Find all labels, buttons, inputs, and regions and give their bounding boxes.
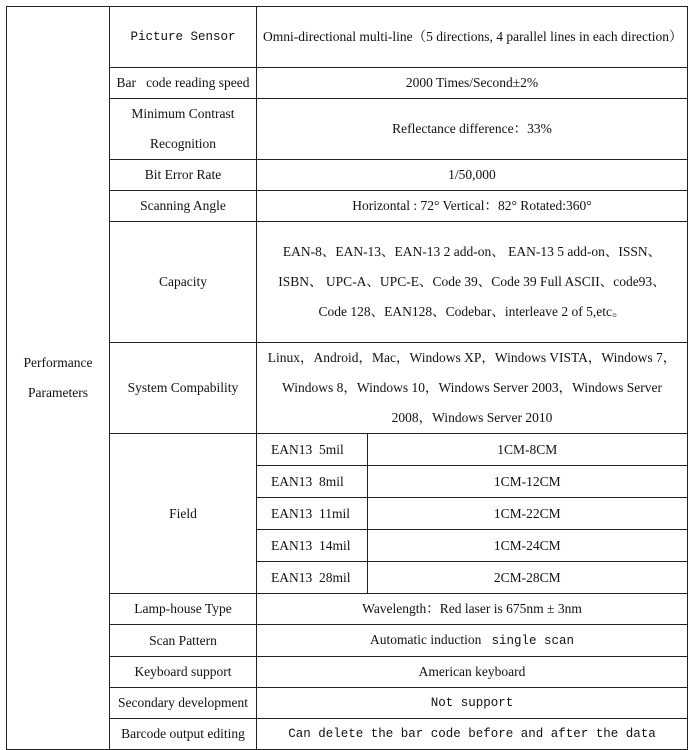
row-label: Capacity — [110, 222, 257, 343]
field-row — [257, 498, 687, 530]
field-row — [257, 530, 687, 562]
row-value: Linux，Android，Mac，Windows XP，Windows VISTA，Windows 7，Windows 8，Windows 10，Windows Server 2003，Windows Server 2008，Windows Server 2010 — [257, 343, 688, 434]
field-key: EAN13 11mil — [257, 498, 367, 530]
row-value: Reflectance difference：33% — [257, 99, 688, 160]
row-value: Can delete the bar code before and after the data — [257, 719, 688, 750]
field-row — [257, 434, 687, 466]
row-value: 2000 Times/Second±2% — [257, 68, 688, 99]
row-value: 1/50,000 — [257, 160, 688, 191]
field-key: EAN13 5mil — [257, 434, 367, 466]
row-value: Not support — [257, 688, 688, 719]
row-label: Keyboard support — [110, 657, 257, 688]
group-label — [7, 7, 110, 750]
row-value: American keyboard — [257, 657, 688, 688]
row-label: Field — [110, 434, 257, 594]
row-label: Barcode output editing — [110, 719, 257, 750]
row-value: EAN-8、EAN-13、EAN-13 2 add-on、 EAN-13 5 add-on、ISSN、ISBN、 UPC-A、UPC-E、Code 39、Code 39 Full ASCII、code93、Code 128、EAN128、Codebar、interleave 2 of 5,etc。 — [257, 222, 688, 343]
field-value: 1CM-24CM — [367, 530, 687, 562]
field-value: 2CM-28CM — [493, 570, 561, 585]
row-value: Automatic induction single scan — [257, 625, 688, 657]
field-row — [257, 466, 687, 498]
group-label-text: Performance Parameters — [23, 355, 93, 400]
row-label: Bar code reading speed — [110, 68, 257, 99]
row-label: Scanning Angle — [110, 191, 257, 222]
field-key: EAN13 14mil — [257, 530, 367, 562]
row-value: Wavelength：Red laser is 675nm ± 3nm — [257, 594, 688, 625]
row-label: Minimum Contrast Recognition — [110, 99, 257, 160]
row-label: System Compability — [110, 343, 257, 434]
row-label: Secondary development — [110, 688, 257, 719]
row-label: Lamp-house Type — [110, 594, 257, 625]
row-label: Scan Pattern — [110, 625, 257, 657]
field-subtable — [257, 434, 687, 593]
field-subtable-cell — [257, 434, 688, 594]
field-value: 1CM-12CM — [367, 466, 687, 498]
row-label: Bit Error Rate — [110, 160, 257, 191]
field-row — [257, 562, 687, 594]
field-value: 1CM-8CM — [367, 434, 687, 466]
row-label: Picture Sensor — [110, 7, 257, 68]
field-value: 1CM-22CM — [367, 498, 687, 530]
spec-table — [6, 6, 688, 750]
row-value: Horizontal : 72° Vertical：82° Rotated:360° — [257, 191, 688, 222]
field-key: EAN13 8mil — [257, 466, 367, 498]
field-key: EAN13 28mil — [257, 562, 367, 594]
row-value: Omni-directional multi-line（5 directions, 4 parallel lines in each direction） — [257, 7, 688, 68]
